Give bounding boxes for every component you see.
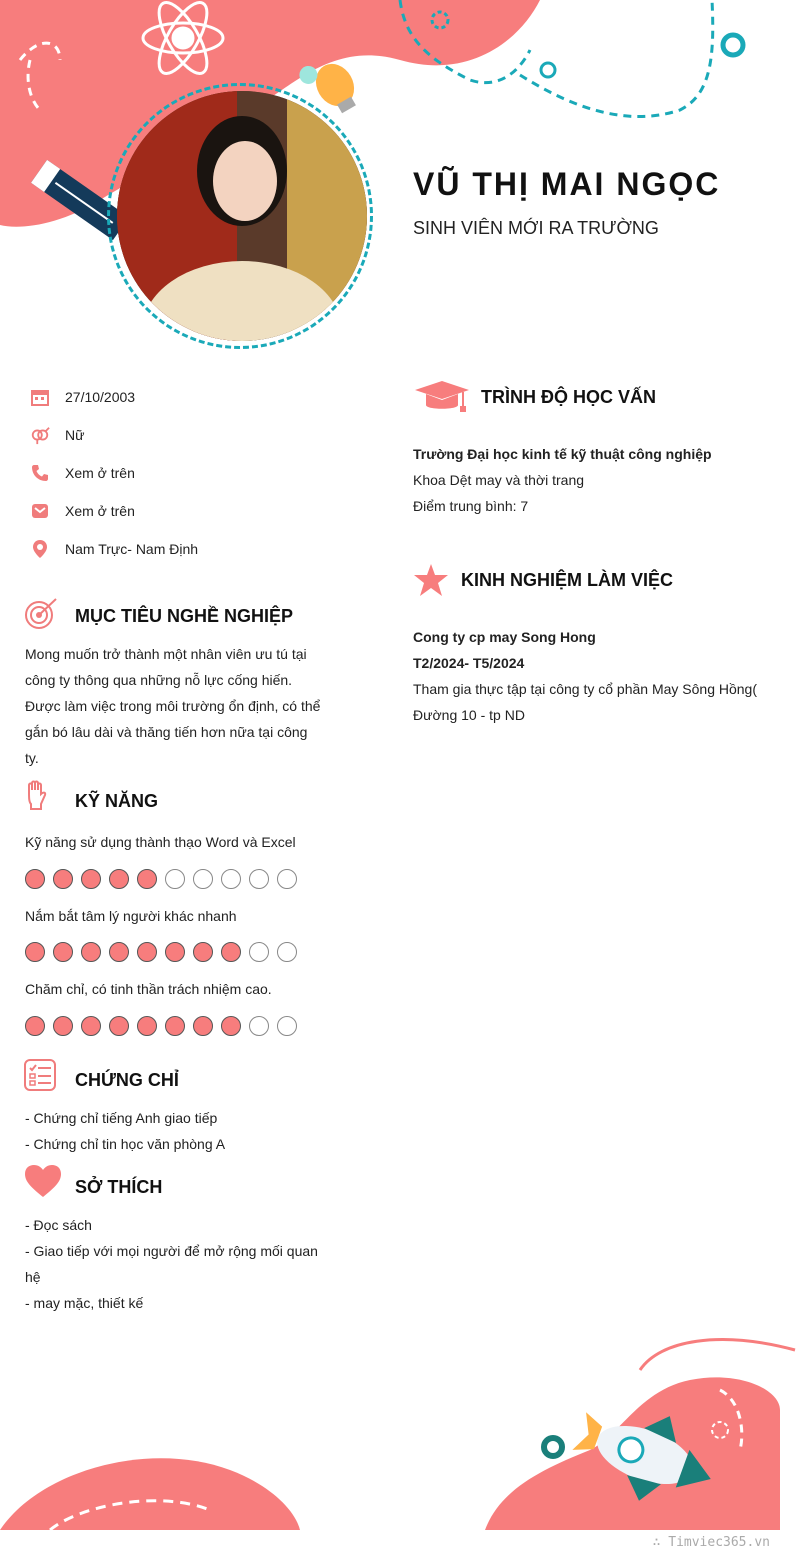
objective-line: Mong muốn trở thành một nhân viên ưu tú tại (25, 646, 307, 662)
experience-line: Đường 10 - tp ND (413, 707, 525, 723)
phone-icon (30, 463, 50, 483)
skill-dot-empty (165, 869, 185, 889)
skill-dot-filled (25, 1016, 45, 1036)
hobby-line: hệ (25, 1269, 41, 1285)
target-icon (24, 597, 58, 636)
hobby-line: - Đọc sách (25, 1217, 92, 1233)
skill-rating (25, 942, 297, 962)
skill-rating (25, 1016, 297, 1036)
skill-dot-filled (109, 869, 129, 889)
skill-dot-empty (249, 869, 269, 889)
skill-dot-filled (81, 1016, 101, 1036)
hand-icon (25, 780, 49, 815)
skill-dot-filled (165, 1016, 185, 1036)
skill-dot-filled (137, 942, 157, 962)
education-title: TRÌNH ĐỘ HỌC VẤN (481, 387, 656, 407)
skill-dot-filled (81, 869, 101, 889)
skill-dot-empty (277, 942, 297, 962)
address-text: Nam Trực- Nam Định (65, 541, 199, 557)
info-phone (30, 461, 135, 485)
objective-line: ty. (25, 750, 39, 766)
skill-dot-filled (109, 1016, 129, 1036)
skill-dot-filled (25, 942, 45, 962)
skill-dot-filled (25, 869, 45, 889)
skill-dot-filled (81, 942, 101, 962)
hobby-line: - may mặc, thiết kế (25, 1295, 144, 1311)
skill-dot-filled (53, 942, 73, 962)
watermark: ∴ Timviec365.vn (652, 1535, 770, 1550)
skill-label: Nắm bắt tâm lý người khác nhanh (25, 908, 237, 924)
skill-dot-empty (249, 1016, 269, 1036)
candidate-role: SINH VIÊN MỚI RA TRƯỜNG (413, 218, 659, 238)
objective-title: MỤC TIÊU NGHỀ NGHIỆP (75, 606, 294, 626)
avatar (117, 91, 367, 341)
graduation-cap-icon (414, 380, 470, 419)
objective-line: Được làm việc trong môi trường ổn định, có thể (25, 698, 321, 714)
gender-text: Nữ (65, 427, 85, 443)
heart-icon (24, 1164, 62, 1203)
skill-label: Chăm chỉ, có tinh thần trách nhiệm cao. (25, 981, 272, 997)
skill-dot-filled (53, 1016, 73, 1036)
skill-dot-empty (193, 869, 213, 889)
hobbies-list (25, 1212, 318, 1316)
calendar-icon (30, 387, 50, 407)
skill-dot-empty (277, 869, 297, 889)
experience-details (413, 624, 793, 728)
skill-label: Kỹ năng sử dụng thành thạo Word và Excel (25, 834, 296, 850)
skill-dot-filled (221, 942, 241, 962)
certificates-title: CHỨNG CHỈ (75, 1070, 179, 1090)
objective-line: gắn bó lâu dài và thăng tiến hơn nữa tại công (25, 724, 308, 740)
certificate-item: - Chứng chỉ tiếng Anh giao tiếp (25, 1110, 218, 1126)
skill-dot-filled (137, 1016, 157, 1036)
skill-dot-filled (193, 942, 213, 962)
skill-dot-filled (137, 869, 157, 889)
info-address (30, 537, 198, 561)
company-name: Cong ty cp may Song Hong (413, 629, 596, 645)
certificates-list (25, 1105, 225, 1157)
experience-title: KINH NGHIỆM LÀM VIỆC (461, 570, 674, 590)
education-details (413, 441, 712, 519)
school-name: Trường Đại học kinh tế kỹ thuật công nghiệp (413, 446, 712, 462)
email-icon (30, 501, 50, 521)
dob-text: 27/10/2003 (65, 389, 136, 405)
skill-dot-empty (221, 869, 241, 889)
candidate-name: VŨ THỊ MAI NGỌC (413, 166, 721, 202)
star-icon (413, 563, 449, 602)
hobby-line: - Giao tiếp với mọi người để mở rộng mối quan (25, 1243, 318, 1259)
location-icon (30, 539, 50, 559)
skill-dot-empty (277, 1016, 297, 1036)
gpa: Điểm trung bình: 7 (413, 498, 529, 514)
skills-title: KỸ NĂNG (75, 791, 159, 811)
objective-line: công ty thông qua những nỗ lực cống hiến. (25, 672, 293, 688)
info-email (30, 499, 135, 523)
skill-rating (25, 869, 297, 889)
skill-dot-filled (109, 942, 129, 962)
gender-icon (30, 425, 50, 445)
phone-text: Xem ở trên (65, 465, 135, 481)
skill-dot-filled (53, 869, 73, 889)
footer-decoration (0, 1330, 800, 1557)
hobbies-title: SỞ THÍCH (75, 1177, 163, 1197)
major: Khoa Dệt may và thời trang (413, 472, 585, 488)
work-period: T2/2024- T5/2024 (413, 655, 525, 671)
email-text: Xem ở trên (65, 503, 135, 519)
skill-dot-empty (249, 942, 269, 962)
skill-dot-filled (165, 942, 185, 962)
experience-line: Tham gia thực tập tại công ty cổ phần May Sông Hồng( (413, 681, 758, 697)
teal-ring-decoration (544, 1438, 562, 1456)
objective-text (25, 641, 325, 771)
info-dob (30, 385, 135, 409)
skill-dot-filled (193, 1016, 213, 1036)
skill-dot-filled (221, 1016, 241, 1036)
teal-ring-decoration (723, 35, 743, 55)
checklist-icon (24, 1059, 56, 1096)
info-gender (30, 423, 84, 447)
certificate-item: - Chứng chỉ tin học văn phòng A (25, 1136, 226, 1152)
